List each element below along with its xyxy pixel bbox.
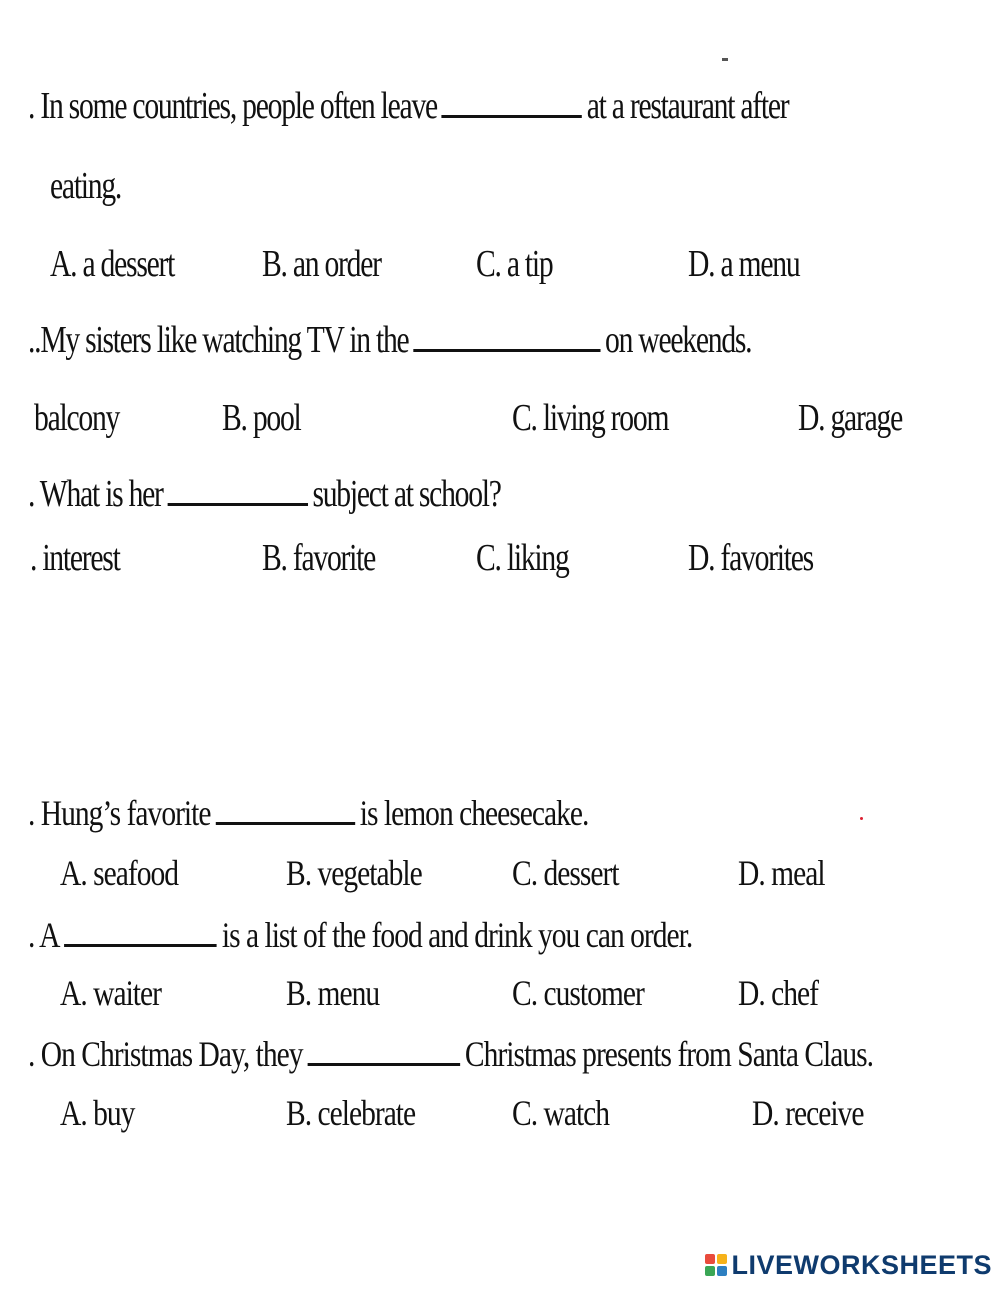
question-5-line: [28, 914, 692, 956]
question-1-option-b[interactable]: B. an order: [262, 243, 381, 285]
question-1-option-c[interactable]: C. a tip: [476, 243, 553, 285]
question-6-line: [28, 1033, 873, 1075]
question-3-blank[interactable]: [167, 473, 307, 506]
question-6-option-d[interactable]: D. receive: [752, 1093, 864, 1133]
question-1-option-a[interactable]: A. a dessert: [50, 243, 175, 285]
question-5-option-c[interactable]: C. customer: [512, 973, 644, 1013]
question-1-blank[interactable]: [442, 85, 582, 118]
question-2-option-c[interactable]: C. living room: [512, 397, 669, 439]
question-5-option-a[interactable]: A. waiter: [60, 973, 161, 1013]
question-6-option-b[interactable]: B. celebrate: [286, 1093, 416, 1133]
question-4-text-pre: . Hung’s favorite: [28, 793, 211, 833]
question-6-blank[interactable]: [307, 1033, 460, 1066]
question-5-blank[interactable]: [64, 914, 217, 947]
question-1-text-post: at a restaurant after: [586, 85, 789, 127]
question-4-blank[interactable]: [215, 792, 354, 825]
brand-name: LIVEWORKSHEETS: [731, 1249, 992, 1280]
question-6-text-pre: . On Christmas Day, they: [28, 1034, 303, 1074]
question-5-text-post: is a list of the food and drink you can order.: [221, 915, 693, 955]
question-6-option-c[interactable]: C. watch: [512, 1093, 610, 1133]
question-1-option-d[interactable]: D. a menu: [688, 243, 800, 285]
red-speck: [860, 817, 863, 820]
question-5-option-b[interactable]: B. menu: [286, 973, 380, 1013]
question-2-option-d[interactable]: D. garage: [798, 397, 902, 439]
question-3-option-c[interactable]: C. liking: [476, 537, 569, 579]
icon-tile-green: [705, 1266, 715, 1276]
question-2-option-b[interactable]: B. pool: [222, 397, 301, 439]
question-2-text-pre: ..My sisters like watching TV in the: [28, 319, 409, 361]
question-3-option-a[interactable]: . interest: [30, 537, 120, 579]
question-2-blank[interactable]: [413, 319, 600, 352]
question-4-option-d[interactable]: D. meal: [738, 853, 825, 893]
question-3-option-b[interactable]: B. favorite: [262, 537, 376, 579]
question-6-text-post: Christmas presents from Santa Claus.: [464, 1034, 874, 1074]
question-3-text-pre: . What is her: [28, 473, 163, 515]
question-1-line-1: [28, 84, 788, 128]
question-1-line-2: eating.: [50, 165, 122, 207]
question-3-line: [28, 472, 501, 516]
question-4-option-c[interactable]: C. dessert: [512, 853, 619, 893]
question-4-line: [28, 792, 588, 834]
question-4-option-a[interactable]: A. seafood: [60, 853, 179, 893]
scan-mark: [722, 58, 728, 61]
icon-tile-yellow: [717, 1254, 727, 1264]
question-3-text-post: subject at school?: [312, 473, 501, 515]
question-5-option-d[interactable]: D. chef: [738, 973, 818, 1013]
question-1-text-pre: . In some countries, people often leave: [28, 85, 437, 127]
icon-tile-blue: [717, 1266, 727, 1276]
liveworksheets-logo[interactable]: [705, 1249, 992, 1281]
icon-tile-red: [705, 1254, 715, 1264]
question-2-text-post: on weekends.: [604, 319, 752, 361]
question-3-option-d[interactable]: D. favorites: [688, 537, 813, 579]
question-6-option-a[interactable]: A. buy: [60, 1093, 135, 1133]
liveworksheets-icon: [705, 1254, 727, 1276]
question-4-text-post: is lemon cheesecake.: [359, 793, 589, 833]
question-5-text-pre: . A: [28, 915, 60, 955]
question-2-line: [28, 318, 751, 362]
question-4-option-b[interactable]: B. vegetable: [286, 853, 422, 893]
question-2-option-a[interactable]: balcony: [34, 397, 120, 439]
